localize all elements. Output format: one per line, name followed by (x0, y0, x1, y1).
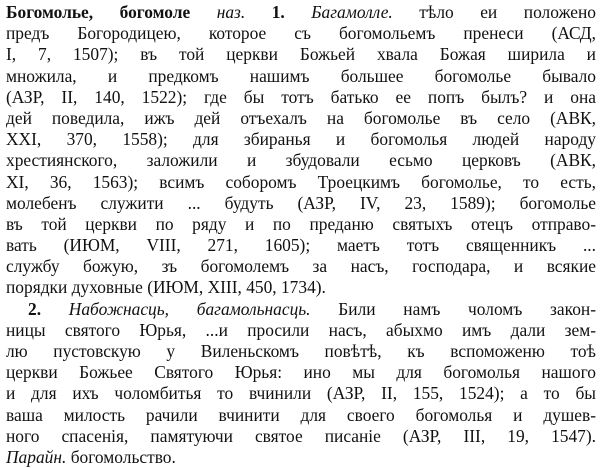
text-line: порядки духовные (ИЮМ, XIII, 450, 1734). (6, 277, 326, 298)
text-line: вать (ИЮМ, VIII, 271, 1605); маетъ тотъ священникъ ... (6, 235, 596, 256)
text-line: ницы святого Юрья, ...и просили насъ, абыхмо имъ дали зем- (6, 319, 596, 340)
text-line: ного спасенія, памятуючи святое писаніе (АЗР, III, 19, 1547). (6, 425, 596, 446)
text-line: Били намъ чоломъ закон- (310, 298, 596, 319)
text-line: и для ихъ чоломбитья то вчинили (АЗР, II, 155, 1524); а то бы (6, 383, 596, 404)
text-line: хрестиянского, заложили и збудовали есьмо церковъ (АВК, (6, 150, 596, 171)
text-line: лю пустовскую у Виленьскомъ повѣтѣ, къ вспоможеню тоѣ (6, 341, 596, 361)
sense-number-2: 2. (28, 298, 42, 319)
text-line: тѣло еи положено (392, 2, 596, 22)
headword: Богомолье, богомоле (6, 2, 191, 22)
text-line: XI, 36, 1563); всимъ соборомъ Троецкимъ богомолье, то есть, (6, 171, 596, 192)
text-line: дей поведила, ижъ дей отъехалъ на богомолье въ село (АВК, (6, 107, 596, 128)
paronym-line (6, 447, 596, 468)
dictionary-entry (6, 2, 596, 468)
paronym-label: Парайн. (6, 446, 67, 467)
sense-number-1: 1. (271, 2, 285, 22)
text-line: церкви Божьее Святого Юрья: ино мы для богомолья нашого (6, 362, 596, 383)
grammar-label: наз. (216, 2, 246, 22)
text-line: молебенъ служити ... будуть (АЗР, IV, 23, 1589); богомолье (6, 192, 596, 213)
text-line: XXI, 370, 1558); для збиранья и богомолья людей народу (6, 129, 596, 150)
text-line: въ той церкви по ряду и по преданю святыхъ отецъ отправо- (6, 213, 596, 234)
text-line: множила, и предкомъ нашимъ большее богомолье бывало (6, 65, 596, 86)
text-line: ваша милость рачили вчинити для своего богомолья и душев- (6, 404, 596, 425)
text-line: I, 7, 1507); въ той церкви Божьей хвала Божая ширила и (6, 44, 596, 65)
text-line: (АЗР, II, 140, 1522); где бы тотъ батько ее попъ былъ? и она (6, 86, 596, 107)
sense-2-translation: Набожнасць, багамольнасць. (68, 298, 311, 319)
text-line: предъ Богородицею, которое съ богомольемъ пренеси (АСД, (6, 23, 596, 44)
paronym-value: богомольство. (70, 446, 176, 467)
text-line: службу божую, зъ богомолемъ за насъ, господара, и всякие (6, 256, 596, 277)
sense-1-translation: Багамолле. (311, 2, 393, 22)
sense-2-line (6, 299, 596, 320)
entry-line-1 (6, 2, 596, 23)
